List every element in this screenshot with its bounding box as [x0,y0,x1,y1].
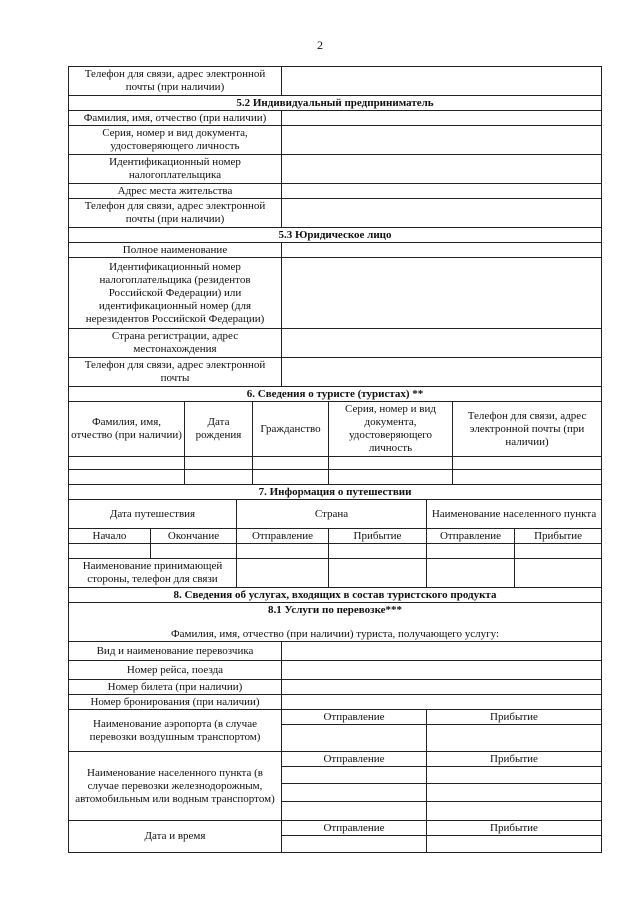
booking-number-label: Номер бронирования (при наличии) [69,695,282,710]
datetime-departure-field[interactable] [282,836,427,853]
ul-inn-field[interactable] [282,258,602,329]
table-row [69,243,602,258]
section-8-title: 8. Сведения об услугах, входящих в состав туристского продукта [69,588,602,603]
locality-departure-field[interactable] [282,784,427,801]
locality-arrival-field[interactable] [427,767,602,784]
section-8-1-title: 8.1 Услуги по перевозке*** [69,603,602,618]
ip-document-field[interactable] [282,126,602,155]
host-label: Наименование принимающей стороны, телефон для связи [69,559,237,588]
locality-arrival-field[interactable] [427,801,602,820]
trip-cell[interactable] [69,544,151,559]
table-row [69,559,602,588]
ip-fio-field[interactable] [282,111,602,126]
section-6-title: 6. Сведения о туристе (туристах) ** [69,387,602,402]
trip-country-arrival-header: Прибытие [329,529,427,544]
flight-number-label: Номер рейса, поезда [69,661,282,680]
host-field[interactable] [237,559,329,588]
entity-table [68,66,602,387]
trip-cell[interactable] [515,544,602,559]
tourist-name-label: Фамилия, имя, отчество (при наличии) туриста, получающего услугу: [69,617,602,642]
trip-cell[interactable] [329,544,427,559]
ticket-number-field[interactable] [282,680,602,695]
tourist-cell[interactable] [69,470,185,485]
table-row [69,680,602,695]
table-row [69,695,602,710]
host-field[interactable] [515,559,602,588]
airport-departure-field[interactable] [282,725,427,752]
ul-phone-field[interactable] [282,358,602,387]
locality-departure-header: Отправление [282,752,427,767]
carrier-label: Вид и наименование перевозчика [69,642,282,661]
section-header-row [69,96,602,111]
col-citizenship: Гражданство [253,402,329,457]
ip-address-field[interactable] [282,184,602,199]
table-row [69,710,602,725]
datetime-arrival-header: Прибытие [427,821,602,836]
host-field[interactable] [329,559,427,588]
form [68,66,601,853]
section-7-title: 7. Информация о путешествии [69,485,602,500]
col-document: Серия, номер и вид документа, удостоверяющего личность [329,402,453,457]
table-row [69,199,602,228]
locality-arrival-header: Прибытие [427,752,602,767]
section-header-row [69,485,602,500]
table-row [69,155,602,184]
trip-cell[interactable] [151,544,237,559]
transport-table [68,587,602,853]
host-field[interactable] [427,559,515,588]
trip-start-header: Начало [69,529,151,544]
locality-departure-field[interactable] [282,801,427,820]
table-row [69,752,602,767]
table-row [69,329,602,358]
section-header-row [69,588,602,603]
section-header-row [69,387,602,402]
table-row [69,617,602,642]
tourist-cell[interactable] [69,457,185,470]
tourist-cell[interactable] [185,470,253,485]
trip-locality-header: Наименование населенного пункта [427,500,602,529]
trip-cell[interactable] [427,544,515,559]
ul-phone-label: Телефон для связи, адрес электронной почты [69,358,282,387]
ip-inn-field[interactable] [282,155,602,184]
ticket-number-label: Номер билета (при наличии) [69,680,282,695]
booking-number-field[interactable] [282,695,602,710]
section-header-row [69,228,602,243]
tourist-cell[interactable] [253,457,329,470]
table-header-row [69,529,602,544]
datetime-arrival-field[interactable] [427,836,602,853]
airport-departure-header: Отправление [282,710,427,725]
ip-address-label: Адрес места жительства [69,184,282,199]
tourist-cell[interactable] [453,457,602,470]
ul-inn-label: Идентификационный номер налогоплательщика (резидентов Российской Федерации) или идентификационный номер (для нерезидентов Российской Федерации) [69,258,282,329]
table-header-row [69,500,602,529]
table-row [69,358,602,387]
locality-departure-field[interactable] [282,767,427,784]
table-row [69,258,602,329]
locality-arrival-field[interactable] [427,784,602,801]
tourist-cell[interactable] [453,470,602,485]
ip-inn-label: Идентификационный номер налогоплательщика [69,155,282,184]
trip-locality-departure-header: Отправление [427,529,515,544]
airport-arrival-field[interactable] [427,725,602,752]
trip-table [68,484,602,588]
tourist-cell[interactable] [329,470,453,485]
ip-phone-label: Телефон для связи, адрес электронной почты (при наличии) [69,199,282,228]
table-row [69,544,602,559]
ul-name-field[interactable] [282,243,602,258]
ip-phone-field[interactable] [282,199,602,228]
datetime-label: Дата и время [69,821,282,853]
table-row [69,67,602,96]
table-header-row [69,402,602,457]
table-row [69,470,602,485]
airport-label: Наименование аэропорта (в случае перевозки воздушным транспортом) [69,710,282,752]
table-row [69,661,602,680]
tourist-cell[interactable] [185,457,253,470]
phone-email-field[interactable] [282,67,602,96]
flight-number-field[interactable] [282,661,602,680]
ul-name-label: Полное наименование [69,243,282,258]
trip-dates-header: Дата путешествия [69,500,237,529]
tourist-cell[interactable] [253,470,329,485]
table-row [69,111,602,126]
locality-label: Наименование населенного пункта (в случае перевозки железнодорожным, автомобильным или водным транспортом) [69,752,282,821]
section-header-row [69,603,602,618]
trip-locality-arrival-header: Прибытие [515,529,602,544]
trip-cell[interactable] [237,544,329,559]
tourist-cell[interactable] [329,457,453,470]
trip-end-header: Окончание [151,529,237,544]
tourists-table [68,386,602,485]
table-row [69,457,602,470]
carrier-field[interactable] [282,642,602,661]
ul-country-field[interactable] [282,329,602,358]
trip-country-departure-header: Отправление [237,529,329,544]
ip-document-label: Серия, номер и вид документа, удостоверяющего личность [69,126,282,155]
ul-country-label: Страна регистрации, адрес местонахождения [69,329,282,358]
page-number: 2 [317,38,323,52]
table-row [69,642,602,661]
trip-country-header: Страна [237,500,427,529]
datetime-departure-header: Отправление [282,821,427,836]
section-5-3-title: 5.3 Юридическое лицо [69,228,602,243]
ip-fio-label: Фамилия, имя, отчество (при наличии) [69,111,282,126]
col-phone-email: Телефон для связи, адрес электронной почты (при наличии) [453,402,602,457]
airport-arrival-header: Прибытие [427,710,602,725]
col-birth-date: Дата рождения [185,402,253,457]
table-row [69,126,602,155]
col-fio: Фамилия, имя, отчество (при наличии) [69,402,185,457]
phone-email-label: Телефон для связи, адрес электронной почты (при наличии) [69,67,282,96]
section-5-2-title: 5.2 Индивидуальный предприниматель [69,96,602,111]
table-row [69,821,602,836]
table-row [69,184,602,199]
